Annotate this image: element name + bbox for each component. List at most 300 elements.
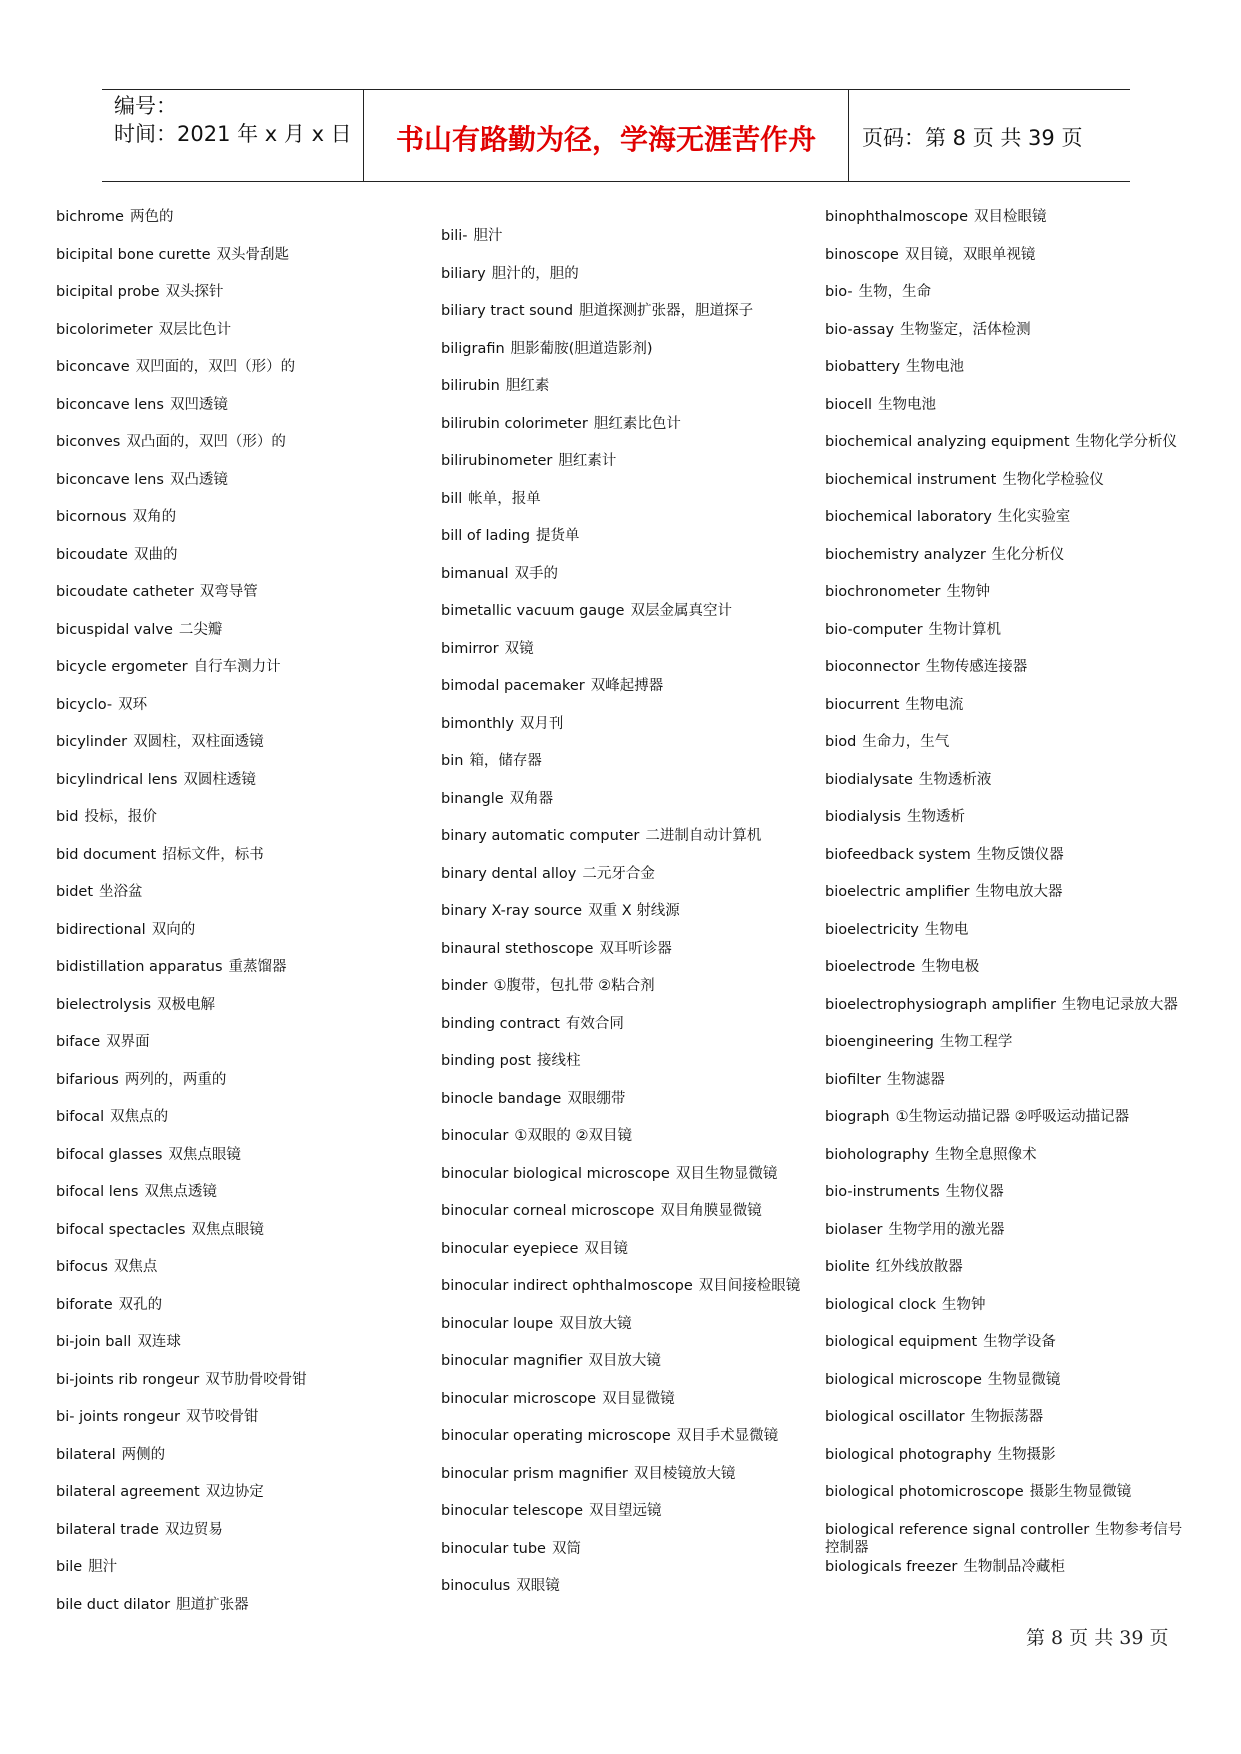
entry-translation: 生物电流 [905,696,964,713]
entry-term: bicylindrical lens [56,771,178,788]
entry-term: bioelectrode [825,959,916,975]
entry-translation: 双层比色计 [158,321,232,338]
entry-translation: ①生物运动描记器 ②呼吸运动描记器 [895,1109,1130,1125]
entry-translation: 投标，报价 [84,809,157,825]
entry-translation: 双边协定 [205,1484,264,1500]
entry-term: bilateral [56,1446,116,1463]
glossary-entry [56,658,426,696]
header-divider-right [848,89,849,182]
entry-term: bioconnector [825,659,920,675]
glossary-entry [441,977,811,1015]
glossary-entry [825,1071,1195,1109]
entry-translation: 双眼镜 [516,1578,560,1594]
glossary-entry [441,1127,811,1165]
entry-translation: 双凹面的，双凹（形）的 [135,359,296,375]
entry-translation: 双环 [118,696,148,713]
entry-translation: 生物电记录放大器 [1061,996,1178,1013]
entry-translation: 双层金属真空计 [630,603,732,619]
glossary-entry [825,883,1195,921]
entry-translation: ①双眼的 ②双目镜 [514,1128,632,1144]
entry-term: biological oscillator [825,1409,965,1425]
header-rule-top [102,89,1130,90]
entry-term: bicycle ergometer [56,659,188,675]
entry-translation: 接线柱 [536,1053,581,1069]
entry-translation: 招标文件，标书 [162,846,264,863]
entry-term: bioelectrophysiograph amplifier [825,996,1056,1013]
glossary-entry [825,1108,1195,1146]
entry-term: binangle [441,790,504,807]
entry-term: binary dental alloy [441,865,577,882]
glossary-entry [825,508,1195,546]
glossary-entry [56,771,426,809]
glossary-entry [825,1221,1195,1259]
glossary-entry [56,1371,426,1409]
entry-translation: 生物化学分析仪 [1075,434,1178,450]
glossary-entry [825,621,1195,659]
glossary-entry [825,808,1195,846]
entry-term: bicoudate catheter [56,584,194,600]
footer-page-number: 第 8 页 共 39 页 [1026,1627,1169,1649]
entry-term: binoscope [825,246,899,263]
entry-translation: 摄影生物显微镜 [1029,1484,1132,1500]
entry-term: bifocal lens [56,1184,139,1200]
entry-translation: 双圆柱，双柱面透镜 [133,734,264,750]
entry-translation: 双目检眼镜 [974,209,1047,225]
glossary-entry [441,265,811,303]
entry-translation: 胆红素 [505,378,550,394]
entry-translation: 二进制自动计算机 [645,828,762,844]
entry-translation: 生化实验室 [997,509,1071,525]
entry-translation: 双焦点眼镜 [191,1221,264,1238]
entry-term: bicuspidal valve [56,621,173,638]
entry-term: binocular loupe [441,1315,554,1332]
entry-term: binocular eyepiece [441,1240,579,1257]
entry-term: biological photography [825,1446,992,1463]
entry-term: binocular operating microscope [441,1428,671,1444]
entry-translation: 双界面 [106,1034,150,1050]
serial-label: 编号： [114,94,177,118]
entry-term: biofeedback system [825,846,971,863]
glossary-entry [56,846,426,884]
entry-term: biocurrent [825,696,900,713]
entry-translation: 双边贸易 [164,1521,223,1538]
entry-term: bimanual [441,565,509,582]
glossary-entry [56,1408,426,1446]
entry-translation: 双焦点眼镜 [168,1146,241,1163]
entry-term: biodialysate [825,771,913,788]
entry-term: bill [441,490,463,507]
glossary-entry [825,658,1195,696]
glossary-entry [441,940,811,978]
entry-term: biodialysis [825,809,901,825]
glossary-entry [441,1090,811,1128]
entry-translation: 双月刊 [519,715,564,732]
entry-term: binary X-ray source [441,903,583,919]
glossary-entry [441,902,811,940]
entry-translation: 两色的 [129,209,174,225]
entry-term: binocular biological microscope [441,1165,670,1182]
entry-term: bifarious [56,1071,119,1088]
entry-translation: 双目棱镜放大镜 [633,1465,736,1482]
entry-term: bioholography [825,1146,930,1163]
entry-translation: 生物钟 [946,584,990,600]
entry-translation: 生物反馈仪器 [976,846,1064,863]
entry-term: bioengineering [825,1034,934,1050]
entry-translation: 生物仪器 [945,1184,1004,1200]
glossary-entry [56,808,426,846]
entry-term: bifocal spectacles [56,1221,186,1238]
entry-term: biliary tract sound [441,303,574,319]
glossary-entry [825,321,1195,359]
header-page-code: 页码：第 8 页 共 39 页 [862,126,1083,150]
glossary-entry [56,958,426,996]
glossary-entry [441,1315,811,1353]
entry-translation: 双头探针 [165,284,224,300]
glossary-entry [441,227,811,265]
glossary-entry [825,283,1195,321]
entry-term: bio-instruments [825,1184,940,1200]
entry-term: bill of lading [441,528,531,544]
entry-translation: 生化分析仪 [991,546,1065,563]
glossary-entry [56,921,426,959]
entry-translation: 胆汁 [88,1559,118,1575]
entry-translation: 生物电极 [921,959,980,975]
entry-term: biochemistry analyzer [825,546,986,563]
entry-translation: 有效合同 [565,1015,624,1032]
entry-translation: 胆汁的，胆的 [491,265,579,282]
glossary-entry [825,1333,1195,1371]
entry-translation: 双向的 [151,921,196,938]
entry-translation: 双弯导管 [199,584,258,600]
entry-term: biologicals freezer [825,1559,958,1575]
entry-term: biochemical instrument [825,471,997,488]
entry-translation: 双目放大镜 [559,1315,632,1332]
entry-term: bio- [825,284,853,300]
entry-translation: 生物振荡器 [970,1409,1044,1425]
glossary-entry [825,546,1195,584]
entry-term: bi-join ball [56,1334,132,1350]
glossary-entry [441,677,811,715]
entry-term: binocular telescope [441,1503,584,1519]
glossary-entry [56,396,426,434]
entry-translation: 生物显微镜 [987,1371,1061,1388]
entry-translation: 双目显微镜 [602,1390,675,1407]
entry-term: biforate [56,1296,113,1313]
entry-translation: 箱，储存器 [469,753,542,769]
glossary-entry [825,996,1195,1034]
glossary-entry [825,1558,1195,1596]
glossary-entry [56,321,426,359]
entry-translation: 生物工程学 [939,1034,1013,1050]
glossary-entry [441,1540,811,1578]
glossary-entry [825,583,1195,621]
entry-term: bimirror [441,640,499,657]
glossary-entry [56,1033,426,1071]
glossary-entry [825,771,1195,809]
glossary-entry [441,452,811,490]
entry-term: bin [441,753,464,769]
glossary-entry [441,1240,811,1278]
entry-translation: 双目镜 [584,1240,628,1257]
entry-translation: 双节肋骨咬骨钳 [205,1371,307,1388]
entry-term: binocle bandage [441,1090,562,1107]
glossary-entry [825,921,1195,959]
entry-translation: 生物透析 [906,809,965,825]
glossary-entry [441,527,811,565]
glossary-column-3 [825,208,1195,1596]
glossary-entry [56,1483,426,1521]
entry-translation: 双筒 [551,1540,581,1557]
entry-term: biological reference signal controller [825,1521,1090,1538]
entry-term: bioelectric amplifier [825,884,970,900]
entry-term: bielectrolysis [56,996,152,1013]
entry-translation: 生物鉴定，活体检测 [900,321,1031,338]
entry-translation: 生物制品冷藏柜 [963,1559,1065,1575]
glossary-entry [441,865,811,903]
glossary-entry [441,377,811,415]
glossary-entry [441,602,811,640]
glossary-entry [825,1408,1195,1446]
entry-term: bicipital probe [56,284,160,300]
glossary-entry [825,733,1195,771]
entry-term: bimonthly [441,715,514,732]
entry-term: binding post [441,1053,531,1069]
entry-term: bile [56,1559,83,1575]
time-label: 时间：2021 年 x 月 x 日 [114,122,352,146]
entry-term: bio-assay [825,321,895,338]
glossary-entry [825,358,1195,396]
entry-term: biface [56,1034,101,1050]
glossary-entry [56,1296,426,1334]
entry-translation: 双极电解 [157,996,216,1013]
glossary-entry [56,358,426,396]
entry-translation: 生物透析液 [918,771,992,788]
entry-term: biolite [825,1259,870,1275]
entry-term: bid document [56,846,157,863]
entry-translation: 生物摄影 [997,1446,1056,1463]
entry-translation: 重蒸馏器 [228,959,287,975]
entry-translation: 双目间接检眼镜 [698,1278,801,1294]
glossary-entry [56,621,426,659]
entry-translation: 生物计算机 [928,621,1002,638]
entry-term: biconcave [56,359,130,375]
entry-term: bicornous [56,509,127,525]
entry-translation: 双凸透镜 [169,471,228,488]
glossary-entry [56,583,426,621]
entry-translation: 双目镜，双眼单视镜 [904,246,1036,263]
entry-translation: 胆道扩张器 [176,1596,249,1613]
entry-translation: 生物传感连接器 [925,659,1028,675]
glossary-entry [825,1183,1195,1221]
glossary-entry [56,208,426,246]
glossary-entry [441,1465,811,1503]
entry-translation: 双重 X 射线源 [588,903,680,919]
entry-translation: 两侧的 [121,1446,166,1463]
entry-translation: 双手的 [514,565,559,582]
glossary-entry [56,1446,426,1484]
glossary-column-2 [441,227,811,1615]
entry-translation: 生物电池 [906,359,965,375]
glossary-entry [441,1427,811,1465]
entry-translation: 双峰起搏器 [590,678,664,694]
header-motto: 书山有路勤为径，学海无涯苦作舟 [395,123,816,156]
header-left-block [114,92,352,148]
glossary-entry [441,415,811,453]
glossary-entry [56,471,426,509]
entry-translation: 生物学设备 [983,1334,1056,1350]
entry-term: binocular magnifier [441,1353,583,1369]
entry-translation: 生物参考信号控制器 [825,1521,1183,1556]
glossary-entry [825,1483,1195,1521]
glossary-entry [825,1296,1195,1334]
glossary-entry [441,1577,811,1615]
entry-term: bimetallic vacuum gauge [441,603,625,619]
glossary-entry [441,1165,811,1203]
entry-term: binophthalmoscope [825,209,968,225]
entry-term: biological microscope [825,1371,982,1388]
entry-term: biconves [56,434,121,450]
glossary-entry [56,1071,426,1109]
entry-term: bifocus [56,1259,108,1275]
entry-translation: 胆道探测扩张器，胆道探子 [579,303,754,319]
glossary-entry [441,715,811,753]
entry-translation: 双凸面的，双凹（形）的 [126,434,286,450]
glossary-entry [825,696,1195,734]
entry-translation: 双眼绷带 [567,1090,626,1107]
entry-translation: 双角器 [509,790,554,807]
entry-translation: 生物电放大器 [975,884,1063,900]
entry-term: bile duct dilator [56,1596,171,1613]
entry-term: biconcave lens [56,471,164,488]
glossary-entry [825,471,1195,509]
entry-term: biological equipment [825,1334,978,1350]
entry-translation: 双连球 [137,1334,181,1350]
glossary-entry [56,883,426,921]
entry-term: biolaser [825,1221,883,1238]
entry-translation: 自行车测力计 [193,659,281,675]
glossary-entry [441,790,811,828]
entry-translation: 生物电池 [878,396,937,413]
entry-translation: 红外线放散器 [875,1259,963,1275]
entry-term: biochemical laboratory [825,509,992,525]
entry-term: biocell [825,396,873,413]
entry-translation: 双目手术显微镜 [676,1428,779,1444]
glossary-entry [56,1221,426,1259]
glossary-entry [56,1333,426,1371]
glossary-entry [56,1596,426,1634]
entry-translation: 双目放大镜 [588,1353,661,1369]
entry-term: biconcave lens [56,396,164,413]
entry-translation: 胆影葡胺(胆道造影剂) [510,340,653,357]
entry-translation: 双头骨刮匙 [216,246,289,263]
glossary-entry [825,208,1195,246]
glossary-entry [441,1502,811,1540]
glossary-entry [56,546,426,584]
entry-translation: 双目角膜显微镜 [660,1203,762,1219]
entry-term: bicylinder [56,734,128,750]
entry-term: biligrafin [441,340,505,357]
entry-term: binder [441,978,488,994]
entry-term: biofilter [825,1071,881,1088]
glossary-entry [825,246,1195,284]
entry-term: bioelectricity [825,921,919,938]
entry-translation: 生物滤器 [886,1071,945,1088]
entry-translation: ①腹带，包扎带 ②粘合剂 [493,978,655,994]
entry-translation: 生物电 [924,921,969,938]
entry-term: bimodal pacemaker [441,678,585,694]
entry-term: bio-computer [825,621,923,638]
glossary-entry [441,1352,811,1390]
entry-translation: 双孔的 [118,1296,163,1313]
entry-term: binocular corneal microscope [441,1203,655,1219]
entry-translation: 双曲的 [133,546,178,563]
glossary-entry [56,696,426,734]
entry-term: biological clock [825,1296,936,1313]
glossary-entry [441,1015,811,1053]
entry-translation: 双节咬骨钳 [186,1409,259,1425]
entry-translation: 双耳听诊器 [599,940,672,957]
entry-term: bilirubinometer [441,453,553,469]
glossary-entry [56,246,426,284]
entry-term: biological photomicroscope [825,1484,1024,1500]
entry-term: binocular prism magnifier [441,1465,628,1482]
entry-translation: 生物，生命 [858,284,932,300]
entry-translation: 生物钟 [941,1296,986,1313]
entry-translation: 双目生物显微镜 [675,1165,778,1182]
entry-translation: 双角的 [132,509,177,525]
entry-term: bichrome [56,209,124,225]
glossary-entry [441,340,811,378]
entry-translation: 二元牙合金 [582,865,655,882]
entry-translation: 帐单，报单 [468,490,541,507]
entry-term: binocular indirect ophthalmoscope [441,1278,693,1294]
entry-term: bilirubin [441,378,500,394]
header-rule-bottom [102,181,1130,182]
glossary-entry [825,1446,1195,1484]
entry-term: bicolorimeter [56,321,153,338]
glossary-entry [825,1521,1195,1559]
entry-translation: 两列的，两重的 [124,1071,227,1088]
entry-term: biliary [441,265,486,282]
entry-term: bi-joints rib rongeur [56,1371,200,1388]
glossary-entry [825,396,1195,434]
entry-term: bicoudate [56,546,128,563]
entry-term: bilirubin colorimeter [441,415,588,432]
glossary-entry [825,433,1195,471]
glossary-entry [441,1052,811,1090]
entry-translation: 双焦点 [113,1259,158,1275]
glossary-entry [441,1202,811,1240]
entry-term: biobattery [825,359,901,375]
entry-term: bidistillation apparatus [56,959,223,975]
entry-translation: 生物学用的激光器 [888,1221,1005,1238]
glossary-entry [441,827,811,865]
entry-translation: 二尖瓣 [178,621,223,638]
entry-term: bilateral trade [56,1521,159,1538]
glossary-entry [825,846,1195,884]
glossary-entry [56,996,426,1034]
entry-term: bicyclo- [56,696,113,713]
entry-translation: 双焦点透镜 [144,1184,217,1200]
glossary-entry [56,1521,426,1559]
glossary-entry [56,283,426,321]
entry-term: binoculus [441,1578,511,1594]
entry-term: binocular [441,1128,509,1144]
entry-term: bifocal [56,1109,105,1125]
entry-translation: 坐浴盆 [99,884,143,900]
glossary-entry [56,733,426,771]
entry-translation: 生命力，生气 [862,734,950,750]
